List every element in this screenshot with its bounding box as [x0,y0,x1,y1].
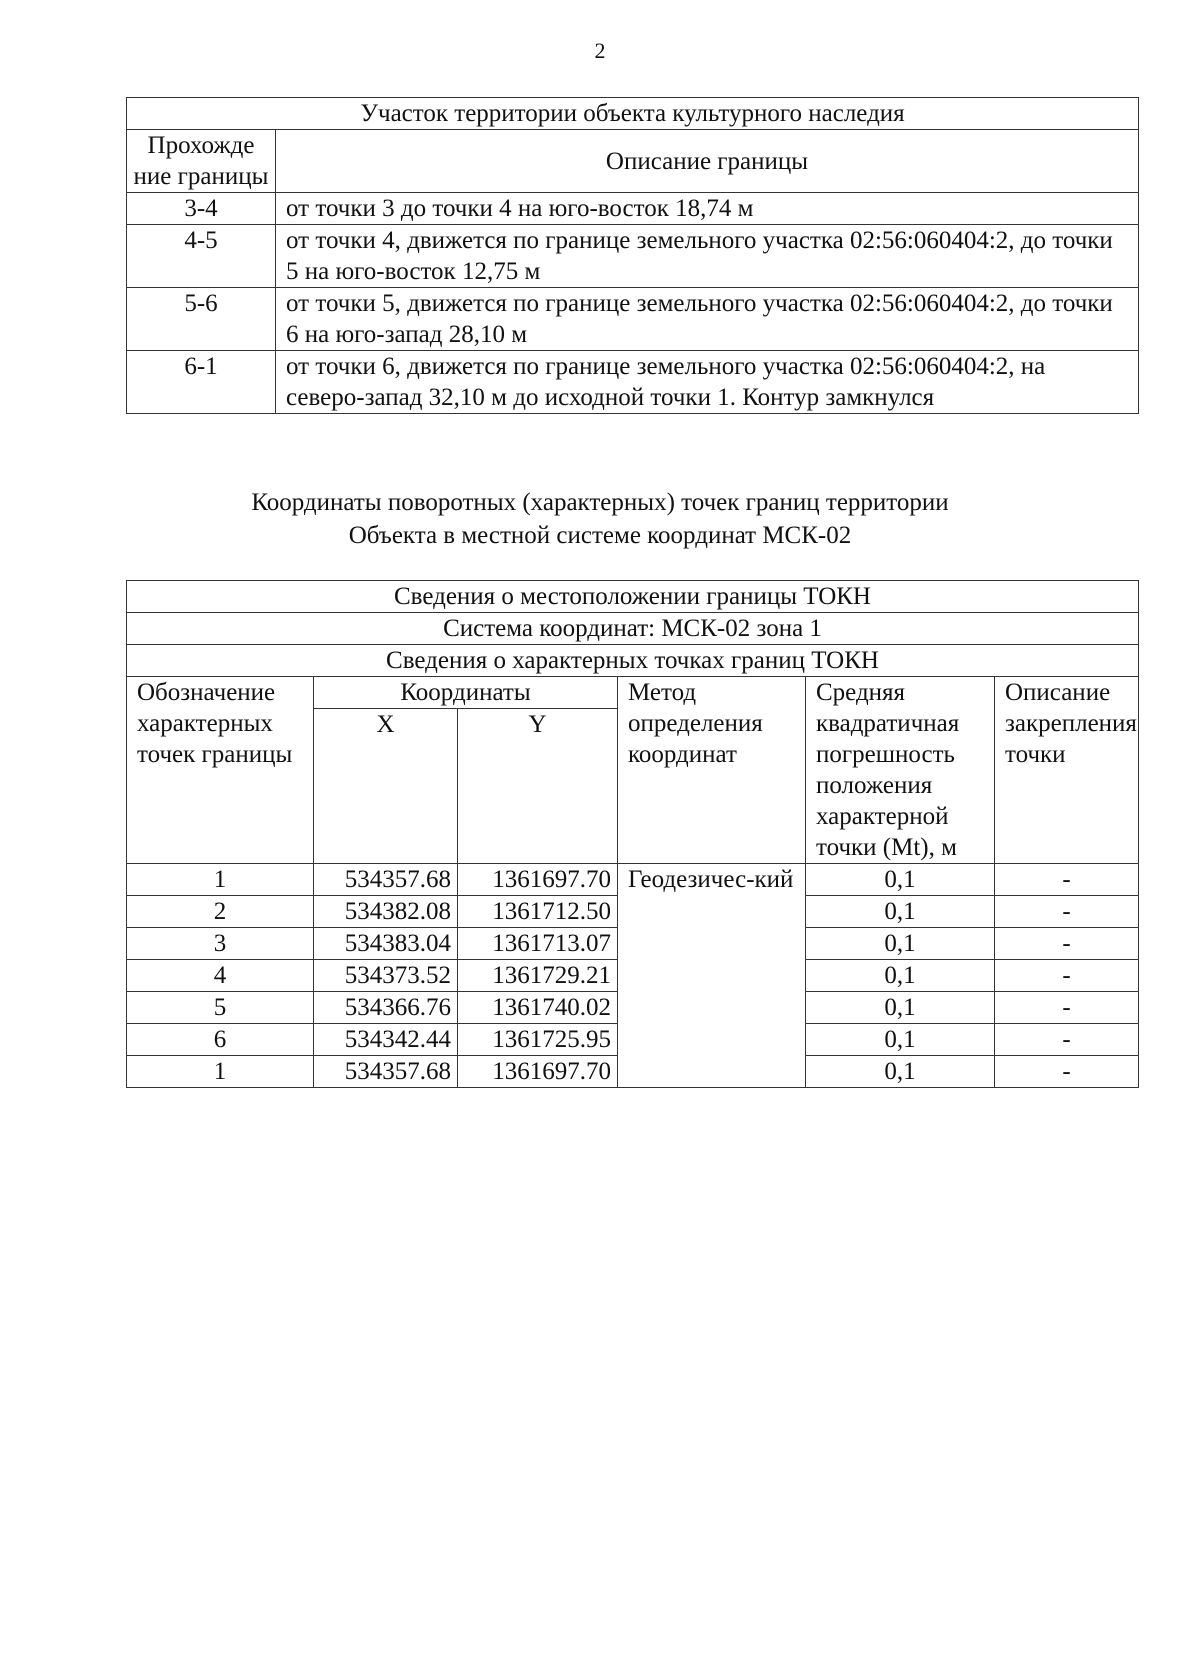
coordinates-heading-line-2: Объекта в местной системе координат МСК-02 [348,522,852,549]
passage-cell: 4-5 [127,225,276,288]
error-cell: 0,1 [806,864,995,896]
boundary-table-title: Участок территории объекта культурного наследия [127,98,1139,130]
table-header-row [127,677,1139,709]
table-row [127,864,1139,896]
x-cell: 534357.68 [314,864,458,896]
coordinates-heading-line-1: Координаты поворотных (характерных) точек границ территории [251,489,949,516]
table-title-row [127,613,1139,645]
point-cell: 1 [127,1056,314,1088]
point-cell: 1 [127,864,314,896]
header-coordinates: Координаты [314,677,618,709]
coordinates-heading [0,486,1200,552]
table-title-row [127,645,1139,677]
boundary-description-table [126,97,1139,414]
point-cell: 2 [127,896,314,928]
y-cell: 1361697.70 [458,1056,618,1088]
x-cell: 534366.76 [314,992,458,1024]
header-point: Обозначение характерных точек границы [127,677,314,864]
error-cell: 0,1 [806,896,995,928]
error-cell: 0,1 [806,1024,995,1056]
points-table-title-1: Сведения о местоположении границы ТОКН [127,581,1139,613]
points-table-title-2: Система координат: МСК-02 зона 1 [127,613,1139,645]
description-cell: от точки 3 до точки 4 на юго-восток 18,74 м [276,193,1139,225]
x-cell: 534357.68 [314,1056,458,1088]
method-cell: Геодезичес-кий [618,864,806,1088]
header-y: Y [458,709,618,864]
passage-cell: 5-6 [127,288,276,351]
x-cell: 534373.52 [314,960,458,992]
points-table-title-3: Сведения о характерных точках границ ТОКН [127,645,1139,677]
table-row [127,351,1139,414]
x-cell: 534342.44 [314,1024,458,1056]
table-header-row [127,130,1139,193]
fixing-cell: - [995,896,1139,928]
header-x: X [314,709,458,864]
header-passage: Прохожде ние границы [127,130,276,193]
page-number: 2 [594,38,606,63]
y-cell: 1361712.50 [458,896,618,928]
description-cell: от точки 4, движется по границе земельного участка 02:56:060404:2, до точки 5 на юго-восток 12,75 м [276,225,1139,288]
error-cell: 0,1 [806,960,995,992]
fixing-cell: - [995,1056,1139,1088]
fixing-cell: - [995,864,1139,896]
error-cell: 0,1 [806,928,995,960]
passage-cell: 3-4 [127,193,276,225]
point-cell: 5 [127,992,314,1024]
header-description: Описание границы [276,130,1139,193]
characteristic-points-table [126,580,1139,1088]
fixing-cell: - [995,960,1139,992]
table-row [127,225,1139,288]
y-cell: 1361740.02 [458,992,618,1024]
fixing-cell: - [995,928,1139,960]
y-cell: 1361697.70 [458,864,618,896]
description-cell: от точки 5, движется по границе земельного участка 02:56:060404:2, до точки 6 на юго-запад 28,10 м [276,288,1139,351]
header-error: Средняя квадратичная погрешность положения характерной точки (Mt), м [806,677,995,864]
table-title-row [127,581,1139,613]
x-cell: 534382.08 [314,896,458,928]
table-row [127,193,1139,225]
point-cell: 6 [127,1024,314,1056]
point-cell: 3 [127,928,314,960]
fixing-cell: - [995,992,1139,1024]
y-cell: 1361725.95 [458,1024,618,1056]
error-cell: 0,1 [806,1056,995,1088]
header-method: Метод определения координат [618,677,806,864]
y-cell: 1361729.21 [458,960,618,992]
table-title-row [127,98,1139,130]
description-cell: от точки 6, движется по границе земельного участка 02:56:060404:2, на северо-запад 32,10 м до исходной точки 1. Контур замкнулся [276,351,1139,414]
error-cell: 0,1 [806,992,995,1024]
x-cell: 534383.04 [314,928,458,960]
y-cell: 1361713.07 [458,928,618,960]
header-fixing: Описание закрепления точки [995,677,1139,864]
point-cell: 4 [127,960,314,992]
fixing-cell: - [995,1024,1139,1056]
table-row [127,288,1139,351]
passage-cell: 6-1 [127,351,276,414]
